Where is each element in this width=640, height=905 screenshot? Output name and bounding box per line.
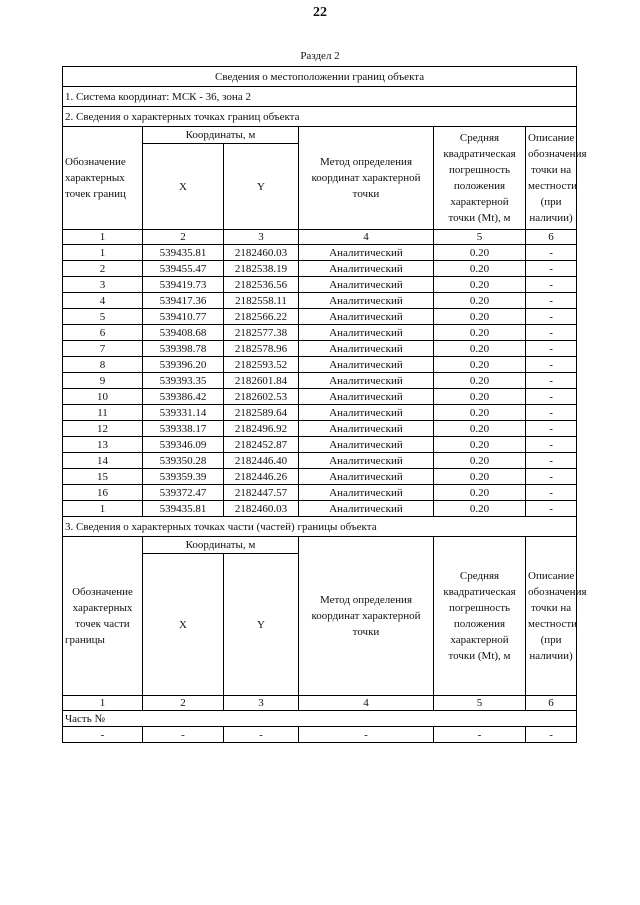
part3-col-designation: Обозначение характерных точек части границы <box>63 537 143 696</box>
table-cell: - <box>434 727 526 743</box>
table-cell: 0.20 <box>434 501 526 517</box>
table-cell: 3 <box>63 277 143 293</box>
part2-col-y: Y <box>224 144 299 230</box>
table-row <box>63 389 577 405</box>
table-row <box>63 357 577 373</box>
table-cell: Аналитический <box>299 485 434 501</box>
table-cell: - <box>224 727 299 743</box>
table-cell: 6 <box>63 325 143 341</box>
page-number: 22 <box>313 5 327 20</box>
table-cell: 539419.73 <box>143 277 224 293</box>
table-cell: 7 <box>63 341 143 357</box>
part3-empty-row <box>63 727 577 743</box>
table-cell: 539410.77 <box>143 309 224 325</box>
table-cell: Аналитический <box>299 421 434 437</box>
table-cell: 4 <box>63 293 143 309</box>
table-cell: 13 <box>63 437 143 453</box>
col-number: 1 <box>63 696 143 711</box>
table-cell: 2182536.56 <box>224 277 299 293</box>
table-cell: 0.20 <box>434 245 526 261</box>
table-row <box>63 421 577 437</box>
table-cell: - <box>526 293 577 309</box>
table-row <box>63 261 577 277</box>
table-cell: 0.20 <box>434 277 526 293</box>
table-row <box>63 373 577 389</box>
table-cell: - <box>526 341 577 357</box>
table-cell: 12 <box>63 421 143 437</box>
col-number: 2 <box>143 696 224 711</box>
table-cell: 15 <box>63 469 143 485</box>
table-cell: 0.20 <box>434 405 526 421</box>
table-cell: Аналитический <box>299 325 434 341</box>
table-cell: - <box>526 325 577 341</box>
part3-col-method: Метод определения координат характерной точки <box>299 537 434 696</box>
table-cell: 2182593.52 <box>224 357 299 373</box>
col-number: 3 <box>224 696 299 711</box>
table-cell: 0.20 <box>434 389 526 405</box>
table-cell: 14 <box>63 453 143 469</box>
table-cell: 539350.28 <box>143 453 224 469</box>
table-cell: 0.20 <box>434 341 526 357</box>
table-cell: 539372.47 <box>143 485 224 501</box>
table-cell: - <box>526 485 577 501</box>
table-cell: 8 <box>63 357 143 373</box>
col-number: 6 <box>526 230 577 245</box>
table-cell: 16 <box>63 485 143 501</box>
table-cell: Аналитический <box>299 437 434 453</box>
table-cell: - <box>526 469 577 485</box>
table-cell: 2182460.03 <box>224 245 299 261</box>
col-number: 5 <box>434 696 526 711</box>
table-cell: 539408.68 <box>143 325 224 341</box>
table-cell: 1 <box>63 501 143 517</box>
table-cell: Аналитический <box>299 453 434 469</box>
table-cell: - <box>526 389 577 405</box>
table-cell: 2182558.11 <box>224 293 299 309</box>
table-row <box>63 485 577 501</box>
table-row <box>63 341 577 357</box>
table-cell: - <box>526 421 577 437</box>
table-cell: - <box>526 277 577 293</box>
part3-col-y: Y <box>224 554 299 696</box>
table-cell: 539359.39 <box>143 469 224 485</box>
table-cell: Аналитический <box>299 501 434 517</box>
table-cell: Аналитический <box>299 309 434 325</box>
table-cell: 1 <box>63 245 143 261</box>
table-cell: 2182538.19 <box>224 261 299 277</box>
table-cell: 5 <box>63 309 143 325</box>
table-cell: 2182496.92 <box>224 421 299 437</box>
table-cell: 0.20 <box>434 293 526 309</box>
table-cell: 2182589.64 <box>224 405 299 421</box>
table-cell: Аналитический <box>299 357 434 373</box>
col-number: 4 <box>299 696 434 711</box>
part2-col-description: Описание обозначения точки на местности (при наличии) <box>526 127 577 230</box>
part2-col-designation: Обозначение характерных точек границ <box>63 127 143 230</box>
table-cell: 11 <box>63 405 143 421</box>
table-cell: 539396.20 <box>143 357 224 373</box>
table-row <box>63 309 577 325</box>
table-cell: 2182460.03 <box>224 501 299 517</box>
part3-heading: 3. Сведения о характерных точках части (частей) границы объекта <box>63 517 577 537</box>
table-cell: - <box>526 261 577 277</box>
table-row <box>63 437 577 453</box>
table-cell: 0.20 <box>434 373 526 389</box>
table-cell: 0.20 <box>434 325 526 341</box>
col-number: 4 <box>299 230 434 245</box>
table-cell: 2182601.84 <box>224 373 299 389</box>
table-cell: 2182566.22 <box>224 309 299 325</box>
table-cell: 2182447.57 <box>224 485 299 501</box>
part3-col-error: Средняя квадратическая погрешность положения характерной точки (Mt), м <box>434 537 526 696</box>
col-number: 3 <box>224 230 299 245</box>
table-cell: 2182446.26 <box>224 469 299 485</box>
table-cell: 539435.81 <box>143 245 224 261</box>
part3-col-numbers <box>63 696 577 711</box>
col-number: 1 <box>63 230 143 245</box>
col-number: 5 <box>434 230 526 245</box>
table-cell: 0.20 <box>434 453 526 469</box>
table-row <box>63 405 577 421</box>
table-cell: 0.20 <box>434 357 526 373</box>
section-label: Раздел 2 <box>300 50 340 62</box>
table-row <box>63 469 577 485</box>
part3-part-label: Часть № <box>63 711 577 727</box>
table-cell: 0.20 <box>434 421 526 437</box>
part3-col-description: Описание обозначения точки на местности (при наличии) <box>526 537 577 696</box>
table-cell: Аналитический <box>299 405 434 421</box>
table-cell: 0.20 <box>434 485 526 501</box>
table-cell: 10 <box>63 389 143 405</box>
table-cell: Аналитический <box>299 245 434 261</box>
table-cell: 0.20 <box>434 309 526 325</box>
col-number: 6 <box>526 696 577 711</box>
table-cell: 539455.47 <box>143 261 224 277</box>
table-cell: Аналитический <box>299 389 434 405</box>
table-cell: Аналитический <box>299 261 434 277</box>
table-cell: 539331.14 <box>143 405 224 421</box>
table-row <box>63 293 577 309</box>
table-cell: 2182452.87 <box>224 437 299 453</box>
table-cell: 0.20 <box>434 437 526 453</box>
table-cell: - <box>526 245 577 261</box>
table-cell: 539417.36 <box>143 293 224 309</box>
part2-col-error: Средняя квадратическая погрешность положения характерной точки (Mt), м <box>434 127 526 230</box>
part2-col-numbers <box>63 230 577 245</box>
table-title: Сведения о местоположении границ объекта <box>63 67 577 87</box>
part2-heading: 2. Сведения о характерных точках границ объекта <box>63 107 577 127</box>
table-cell: 2 <box>63 261 143 277</box>
table-cell: Аналитический <box>299 277 434 293</box>
table-cell: 0.20 <box>434 261 526 277</box>
table-cell: 2182577.38 <box>224 325 299 341</box>
table-cell: Аналитический <box>299 341 434 357</box>
table-cell: - <box>143 727 224 743</box>
col-number: 2 <box>143 230 224 245</box>
table-cell: 539398.78 <box>143 341 224 357</box>
table-row <box>63 277 577 293</box>
table-cell: - <box>526 405 577 421</box>
table-cell: 0.20 <box>434 469 526 485</box>
coordinate-system: 1. Система координат: МСК - 36, зона 2 <box>63 87 577 107</box>
table-cell: - <box>526 727 577 743</box>
table-cell: 2182602.53 <box>224 389 299 405</box>
part3-col-x: X <box>143 554 224 696</box>
table-cell: 2182446.40 <box>224 453 299 469</box>
table-cell: 2182578.96 <box>224 341 299 357</box>
table-row <box>63 453 577 469</box>
part2-col-x: X <box>143 144 224 230</box>
table-cell: - <box>526 357 577 373</box>
table-cell: 539346.09 <box>143 437 224 453</box>
table-cell: - <box>63 727 143 743</box>
table-row <box>63 245 577 261</box>
part2-col-coords: Координаты, м <box>143 127 299 144</box>
table-cell: 539393.35 <box>143 373 224 389</box>
part2-col-method: Метод определения координат характерной точки <box>299 127 434 230</box>
table-cell: - <box>526 309 577 325</box>
table-cell: - <box>299 727 434 743</box>
table-cell: 539435.81 <box>143 501 224 517</box>
table-cell: - <box>526 437 577 453</box>
table-cell: - <box>526 453 577 469</box>
table-cell: Аналитический <box>299 373 434 389</box>
table-row <box>63 325 577 341</box>
table-row <box>63 501 577 517</box>
table-cell: - <box>526 501 577 517</box>
table-cell: 539338.17 <box>143 421 224 437</box>
table-cell: 539386.42 <box>143 389 224 405</box>
part3-col-coords: Координаты, м <box>143 537 299 554</box>
table-cell: - <box>526 373 577 389</box>
boundary-table <box>62 66 587 743</box>
table-cell: 9 <box>63 373 143 389</box>
table-cell: Аналитический <box>299 469 434 485</box>
table-cell: Аналитический <box>299 293 434 309</box>
